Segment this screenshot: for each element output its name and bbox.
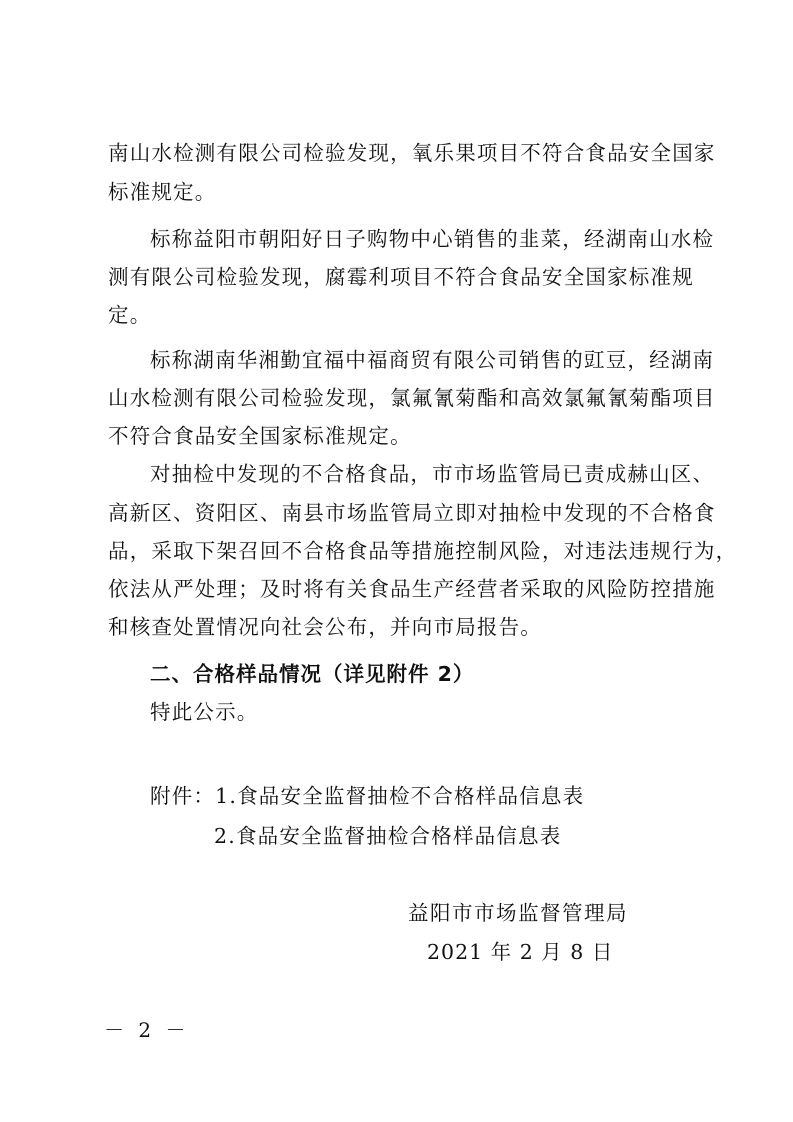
notice-text: 特此公示。 (150, 700, 259, 724)
paragraph-line: 标称益阳市朝阳好日子购物中心销售的韭菜，经湖南山水检 (150, 227, 715, 251)
page-number: － 2 － (104, 1018, 190, 1042)
paragraph-line: 高新区、资阳区、南县市场监管局立即对抽检中发现的不合格食 (108, 501, 716, 525)
paragraph-line: 和核查处置情况向社会公布，并向市局报告。 (108, 615, 542, 639)
paragraph-line: 对抽检中发现的不合格食品，市市场监管局已责成赫山区、 (150, 462, 715, 486)
issuing-organization: 益阳市市场监督管理局 (408, 901, 628, 925)
attachment-list (150, 782, 584, 810)
section-heading: 二、合格样品情况（详见附件 2） (150, 662, 475, 686)
paragraph-line: 山水检测有限公司检验发现，氯氟氰菊酯和高效氯氟氰菊酯项目 (108, 386, 716, 410)
paragraph-line: 依法从严处理；及时将有关食品生产经营者采取的风险防控措施 (108, 577, 716, 601)
paragraph-line: 测有限公司检验发现，腐霉利项目不符合食品安全国家标准规 (108, 265, 694, 289)
issue-date: 2021 年 2 月 8 日 (427, 940, 614, 964)
paragraph-line: 标称湖南华湘勤宜福中福商贸有限公司销售的豇豆，经湖南 (150, 348, 715, 372)
paragraph-line: 品，采取下架召回不合格食品等措施控制风险，对违法违规行为， (108, 539, 738, 563)
paragraph-line: 南山水检测有限公司检验发现，氧乐果项目不符合食品安全国家 (108, 141, 716, 165)
attachment-item: 1.食品安全监督抽检不合格样品信息表 (215, 784, 585, 808)
attachment-label: 附件： (150, 784, 216, 808)
paragraph-line: 不符合食品安全国家标准规定。 (108, 424, 412, 448)
attachment-item: 2.食品安全监督抽检合格样品信息表 (214, 824, 562, 848)
paragraph-line: 标准规定。 (108, 180, 217, 204)
paragraph-line: 定。 (108, 303, 152, 327)
